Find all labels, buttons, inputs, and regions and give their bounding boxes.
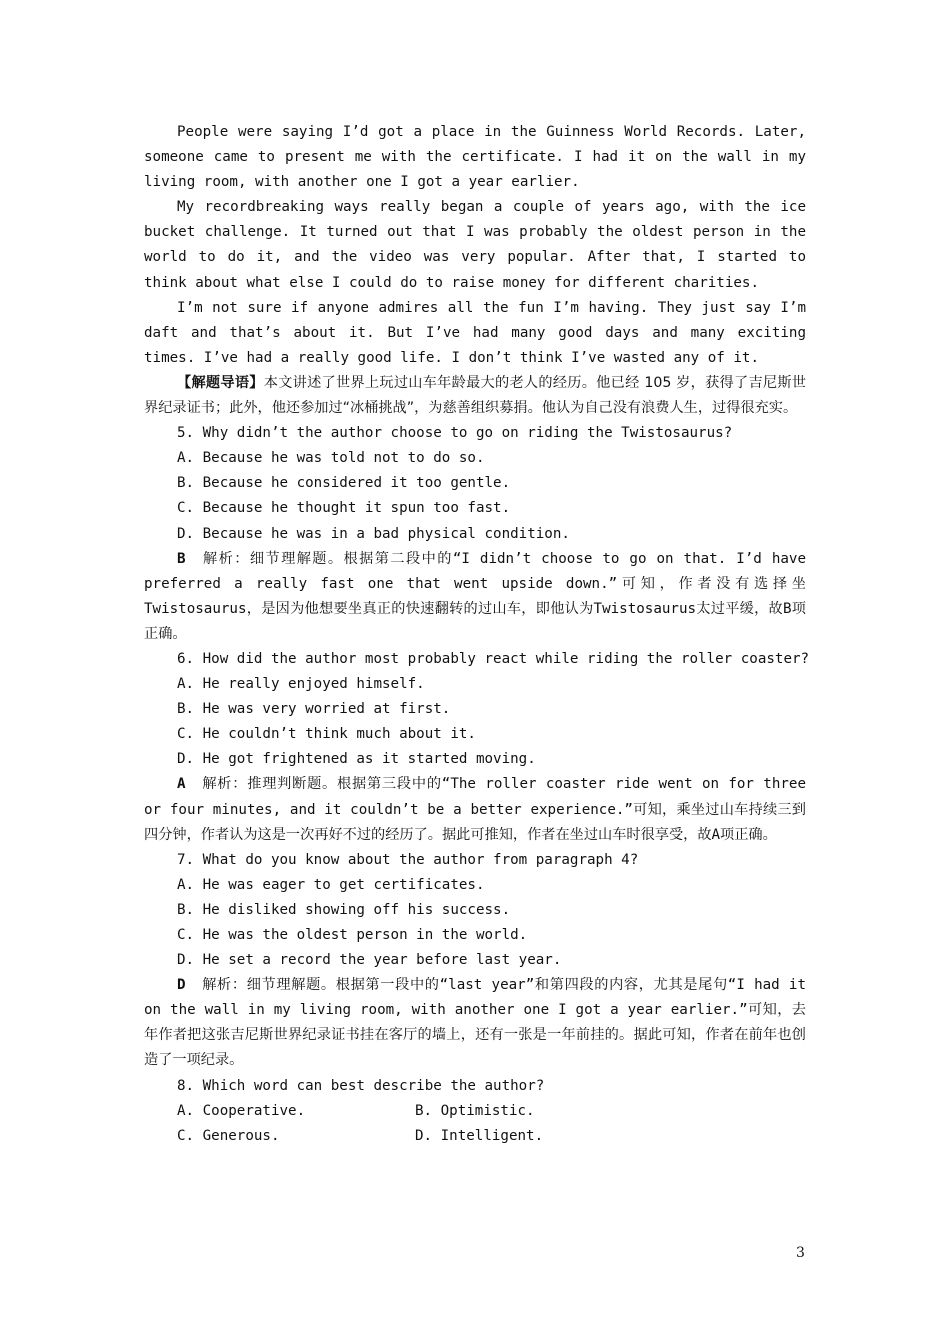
question-8-stem: 8. Which word can best describe the author?: [177, 1077, 545, 1094]
question-5-analysis: [144, 547, 806, 647]
question-6-option-a: A. He really enjoyed himself.: [177, 676, 425, 693]
question-8-option-d: D. Intelligent.: [415, 1127, 544, 1144]
passage-paragraph-3: I’m not sure if anyone admires all the fun I’m having. They just say I’m daft and that’s about it. But I’ve had many good days and many exciting times. I’ve had a really good life. I don’t think I’ve wasted any of it.: [144, 299, 806, 366]
page-content: [144, 120, 810, 1149]
question-5-stem: 5. Why didn’t the author choose to go on riding the Twistosaurus?: [177, 425, 733, 442]
question-6-stem: 6. How did the author most probably react while riding the roller coaster?: [177, 650, 810, 667]
question-5-option-d: D. Because he was in a bad physical condition.: [177, 525, 570, 542]
question-7-stem: 7. What do you know about the author from paragraph 4?: [177, 851, 639, 868]
question-5-answer: B: [177, 550, 186, 567]
question-6-option-d: D. He got frightened as it started moving.: [177, 751, 536, 768]
question-6-answer: A: [177, 776, 186, 793]
question-8-option-a: A. Cooperative.: [177, 1102, 306, 1119]
reading-guide: [144, 371, 806, 421]
question-5-option-a: A. Because he was told not to do so.: [177, 450, 485, 467]
question-7-option-b: B. He disliked showing off his success.: [177, 901, 511, 918]
question-6-analysis-text: 解析：推理判断题。根据第三段中的“The roller coaster ride went on for three or four minutes, and it couldn’t be a better experience.”可知，乘坐过山车持续三到四分钟，作者认为这是一次再好不过的经历了。据此可推知，作者在坐过山车时很享受，故A项正确。: [144, 776, 806, 843]
question-7-analysis-text: 解析：细节理解题。根据第一段中的“last year”和第四段的内容，尤其是尾句“I had it on the wall in my living room, with another one I got a year earlier.”可知，去年作者把这张吉尼斯世界纪录证书挂在客厅的墙上，还有一张是一年前挂的。据此可知，作者在前年也创造了一项纪录。: [144, 977, 806, 1069]
question-5-option-c: C. Because he thought it spun too fast.: [177, 500, 511, 517]
question-7-answer: D: [177, 977, 186, 994]
question-6-analysis: [144, 772, 806, 847]
question-5-analysis-text: 解析：细节理解题。根据第二段中的“I didn’t choose to go on that. I’d have preferred a really fast one that went upside down.”可知，作者没有选择坐Twistosaurus，是因为他想要坐真正的快速翻转的过山车，即他认为Twistosaurus太过平缓，故B项正确。: [144, 550, 806, 642]
page-number: 3: [796, 1245, 805, 1261]
question-7-option-d: D. He set a record the year before last year.: [177, 952, 562, 969]
question-6-option-c: C. He couldn’t think much about it.: [177, 726, 476, 743]
question-7-option-c: C. He was the oldest person in the world.: [177, 927, 528, 943]
question-5-option-b: B. Because he considered it too gentle.: [177, 475, 511, 492]
question-8-options-row-2: [144, 1124, 806, 1149]
reading-guide-text: 本文讲述了世界上玩过山车年龄最大的老人的经历。他已经 105 岁，获得了吉尼斯世界纪录证书；此外，他还参加过“冰桶挑战”，为慈善组织募捐。他认为自己没有浪费人生，过得很充实。: [144, 374, 806, 417]
question-8-option-b: B. Optimistic.: [415, 1102, 535, 1119]
question-6-option-b: B. He was very worried at first.: [177, 701, 451, 718]
passage-paragraph-2: My recordbreaking ways really began a couple of years ago, with the ice bucket challenge. It turned out that I was probably the oldest person in the world to do it, and the video was very popular. After that, I started to think about what else I could do to raise money for different charities.: [144, 199, 806, 291]
question-7-option-a: A. He was eager to get certificates.: [177, 876, 485, 893]
question-8-options-row-1: [144, 1099, 806, 1124]
question-8-option-c: C. Generous.: [177, 1127, 280, 1144]
question-7-analysis: [144, 973, 806, 1073]
reading-guide-title: 【解题导语】: [177, 374, 264, 391]
passage-paragraph-1: People were saying I’d got a place in the Guinness World Records. Later, someone came to present me with the certificate. I had it on the wall in my living room, with another one I got a year earlier.: [144, 124, 806, 191]
